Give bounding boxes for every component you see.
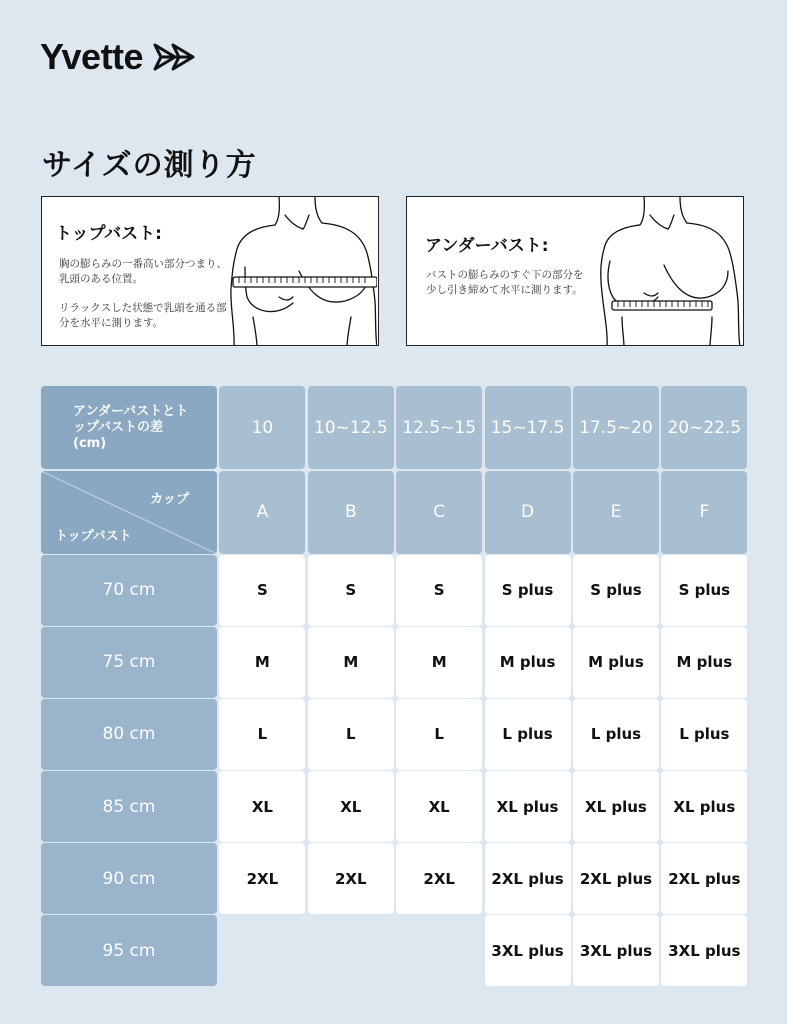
size-cell: S plus: [485, 555, 571, 626]
size-cell: S plus: [573, 555, 659, 626]
empty-cell: [308, 915, 394, 986]
empty-cell: [219, 915, 305, 986]
diff-value: 15~17.5: [485, 386, 571, 469]
diff-value: 20~22.5: [661, 386, 747, 469]
row-label: 75 cm: [41, 627, 217, 698]
page-title: サイズの測り方: [42, 148, 257, 183]
top-bust-description-2: リラックスした状態で乳頭を通る部分を水平に測ります。: [59, 302, 227, 329]
size-cell: L plus: [485, 699, 571, 770]
row-label: 95 cm: [41, 915, 217, 986]
size-cell: S: [308, 555, 394, 626]
cup-size: D: [485, 471, 571, 554]
under-bust-description: バストの膨らみのすぐ下の部分を少し引き締めて水平に測ります。: [426, 269, 584, 296]
size-cell: 2XL plus: [661, 843, 747, 914]
cup-size: F: [661, 471, 747, 554]
top-bust-header-label: トップバスト: [55, 528, 132, 544]
size-cell: 2XL plus: [573, 843, 659, 914]
row-label: 80 cm: [41, 699, 217, 770]
diff-header: [41, 386, 217, 469]
top-bust-card: [41, 196, 379, 346]
size-cell: L: [396, 699, 482, 770]
size-cell: XL plus: [661, 771, 747, 842]
cup-size: C: [396, 471, 482, 554]
size-cell: XL plus: [573, 771, 659, 842]
top-bust-heading: トップバスト:: [55, 224, 162, 244]
diff-value: 12.5~15: [396, 386, 482, 469]
empty-cell: [396, 915, 482, 986]
brand-name: Yvette: [40, 36, 144, 77]
size-cell: L: [308, 699, 394, 770]
size-cell: S: [396, 555, 482, 626]
double-arrow-icon: [153, 42, 197, 72]
diff-value: 10~12.5: [308, 386, 394, 469]
under-bust-card: [406, 196, 744, 346]
size-cell: L plus: [573, 699, 659, 770]
top-bust-illustration: [227, 197, 377, 346]
under-bust-heading: アンダーバスト:: [425, 236, 549, 256]
size-cell: S plus: [661, 555, 747, 626]
cup-size: B: [308, 471, 394, 554]
under-bust-illustration: [592, 197, 742, 346]
size-cell: M plus: [485, 627, 571, 698]
size-cell: 2XL plus: [485, 843, 571, 914]
size-cell: 3XL plus: [661, 915, 747, 986]
diff-header-label: アンダーバストとトップバストの差(cm): [73, 403, 189, 451]
size-cell: 3XL plus: [573, 915, 659, 986]
brand-logo[interactable]: [40, 36, 197, 78]
size-cell: XL: [308, 771, 394, 842]
row-label: 70 cm: [41, 555, 217, 626]
size-cell: L: [219, 699, 305, 770]
size-chart-table: [41, 386, 747, 986]
row-label: 85 cm: [41, 771, 217, 842]
size-cell: M: [396, 627, 482, 698]
cup-size: E: [573, 471, 659, 554]
size-cell: 2XL: [396, 843, 482, 914]
size-cell: S: [219, 555, 305, 626]
size-cell: M: [308, 627, 394, 698]
diff-value: 10: [219, 386, 305, 469]
size-cell: M: [219, 627, 305, 698]
size-cell: 2XL: [219, 843, 305, 914]
size-cell: XL plus: [485, 771, 571, 842]
size-cell: 3XL plus: [485, 915, 571, 986]
cup-topbust-header: [41, 471, 217, 554]
size-cell: M plus: [661, 627, 747, 698]
diff-value: 17.5~20: [573, 386, 659, 469]
size-cell: M plus: [573, 627, 659, 698]
size-cell: 2XL: [308, 843, 394, 914]
cup-header-label: カップ: [150, 491, 189, 507]
size-cell: L plus: [661, 699, 747, 770]
top-bust-description-1: 胸の膨らみの一番高い部分つまり、乳頭のある位置。: [59, 258, 227, 285]
row-label: 90 cm: [41, 843, 217, 914]
size-cell: XL: [396, 771, 482, 842]
size-cell: XL: [219, 771, 305, 842]
cup-size: A: [219, 471, 305, 554]
